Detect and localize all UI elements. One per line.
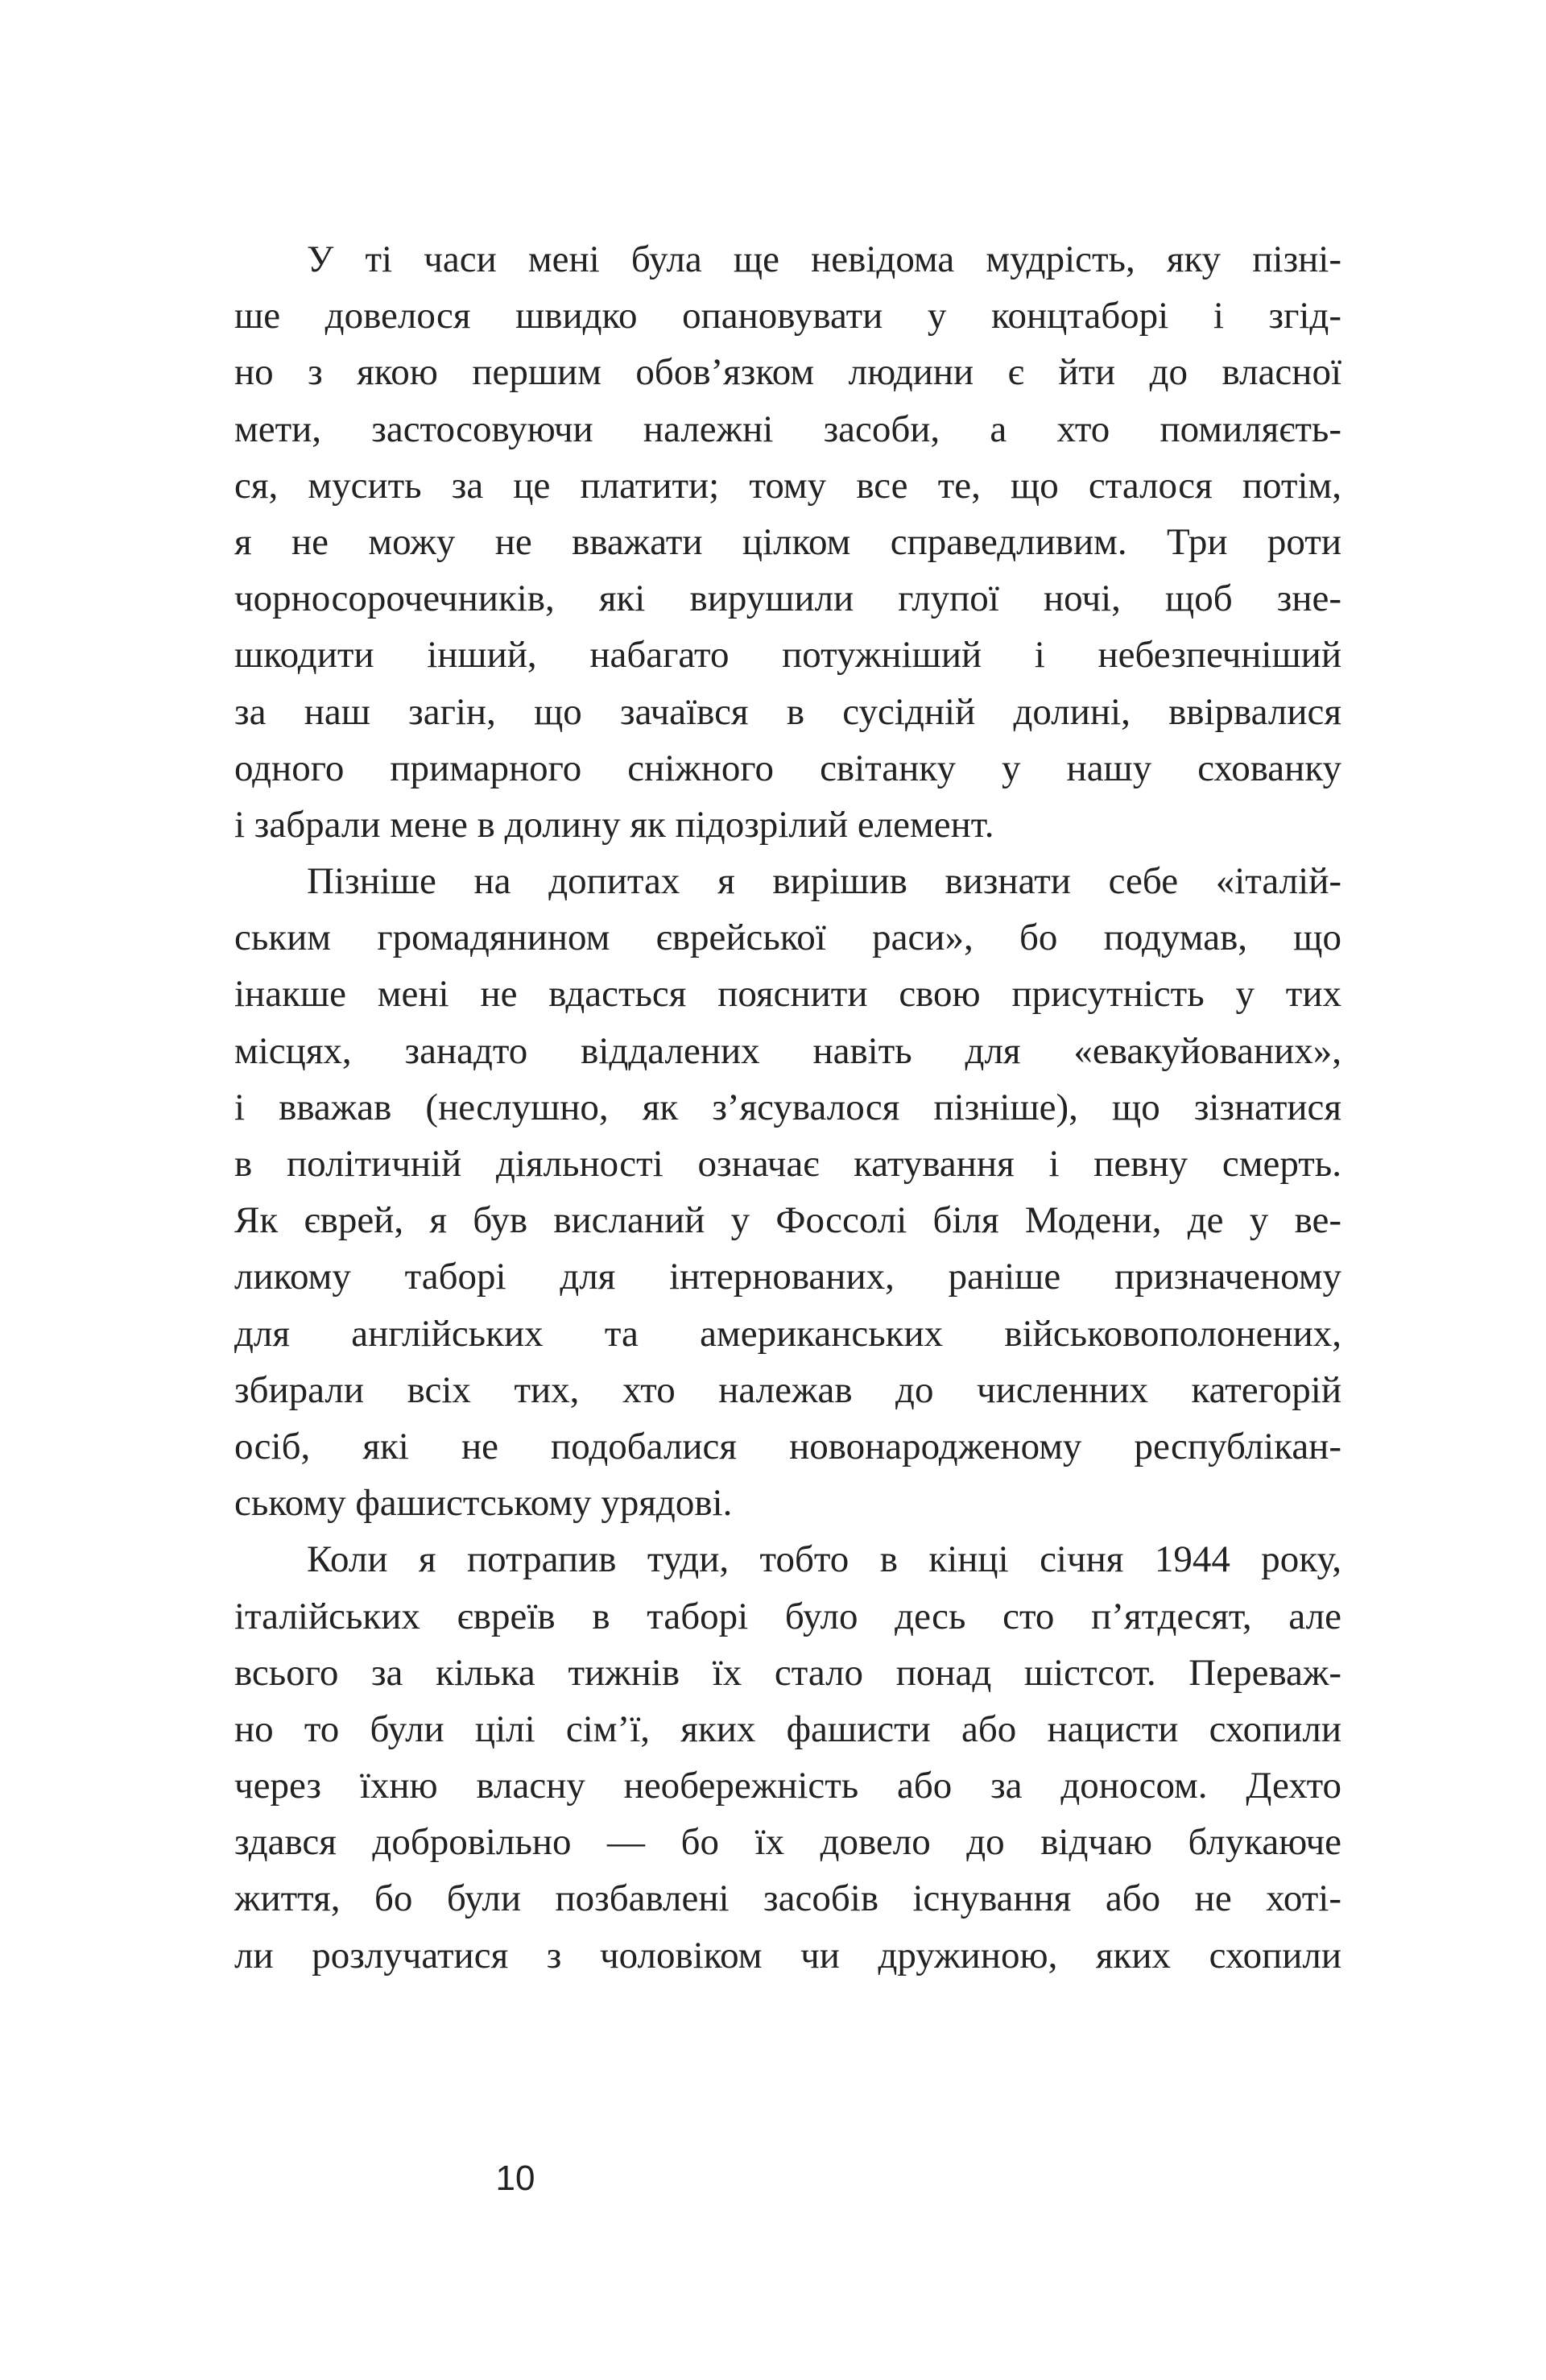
text-line: ли розлучатися з чоловіком чи дружиною, яких схопили [234,1934,1341,1976]
text-line: і вважав (неслушно, як з’ясувалося пізніше), що зізнатися [234,1086,1341,1128]
text-line: через їхню власну необережність або за доносом. Дехто [234,1765,1341,1807]
text-line: осіб, які не подобалися новонародженому республікан- [234,1425,1341,1467]
text-line: всього за кілька тижнів їх стало понад шістсот. Переваж- [234,1651,1341,1694]
text-line: ським громадянином єврейської раси», бо подумав, що [234,917,1341,959]
text-line: в політичній діяльності означає катування і певну смерть. [234,1143,1341,1185]
text-line: я не можу не вважати цілком справедливим. Три роти [234,520,1341,563]
paragraph [234,231,1341,853]
text-line: У ті часи мені була ще невідома мудрість, яку пізні- [307,238,1341,280]
text-line: но то були цілі сім’ї, яких фашисти або нацисти схопили [234,1707,1341,1750]
body-text [234,231,1341,1984]
text-line: місцях, занадто віддалених навіть для «евакуйованих», [234,1029,1341,1072]
text-line: ся, мусить за це платити; тому все те, що сталося потім, [234,464,1341,507]
text-line: Як єврей, я був висланий у Фоссолі біля Модени, де у ве- [234,1199,1341,1242]
paragraph [234,853,1341,1531]
text-line: інакше мені не вдасться пояснити свою присутність у тих [234,973,1341,1016]
text-line: одного примарного сніжного світанку у нашу схованку [234,747,1341,789]
text-line: ше довелося швидко опановувати у концтаборі і згід- [234,295,1341,337]
text-line: ликому таборі для інтернованих, раніше призначеному [234,1256,1341,1298]
text-line: здався добровільно — бо їх довело до відчаю блукаюче [234,1821,1341,1864]
text-line: і забрали мене в долину як підозрілий елемент. [234,803,994,846]
text-line: Коли я потрапив туди, тобто в кінці січня 1944 року, [307,1538,1341,1581]
text-line: для англійських та американських військовополонених, [234,1312,1341,1355]
text-line: збирали всіх тих, хто належав до численних категорій [234,1368,1341,1411]
text-line: шкодити інший, набагато потужніший і небезпечніший [234,634,1341,677]
text-line: мети, застосовуючи належні засоби, а хто помиляєть- [234,408,1341,450]
text-line: ському фашистському урядові. [234,1482,733,1525]
text-line: життя, бо були позбавлені засобів існування або не хоті- [234,1877,1341,1920]
text-line: італійських євреїв в таборі було десь сто п’ятдесят, але [234,1595,1341,1637]
text-line: чорносорочечників, які вирушили глупої ночі, щоб зне- [234,577,1341,620]
page-number: 10 [495,2159,535,2198]
text-line: Пізніше на допитах я вирішив визнати себе «італій- [307,860,1341,903]
text-line: но з якою першим обов’язком людини є йти до власної [234,351,1341,394]
text-line: за наш загін, що зачаївся в сусідній долині, ввірвалися [234,690,1341,733]
paragraph [234,1531,1341,1984]
